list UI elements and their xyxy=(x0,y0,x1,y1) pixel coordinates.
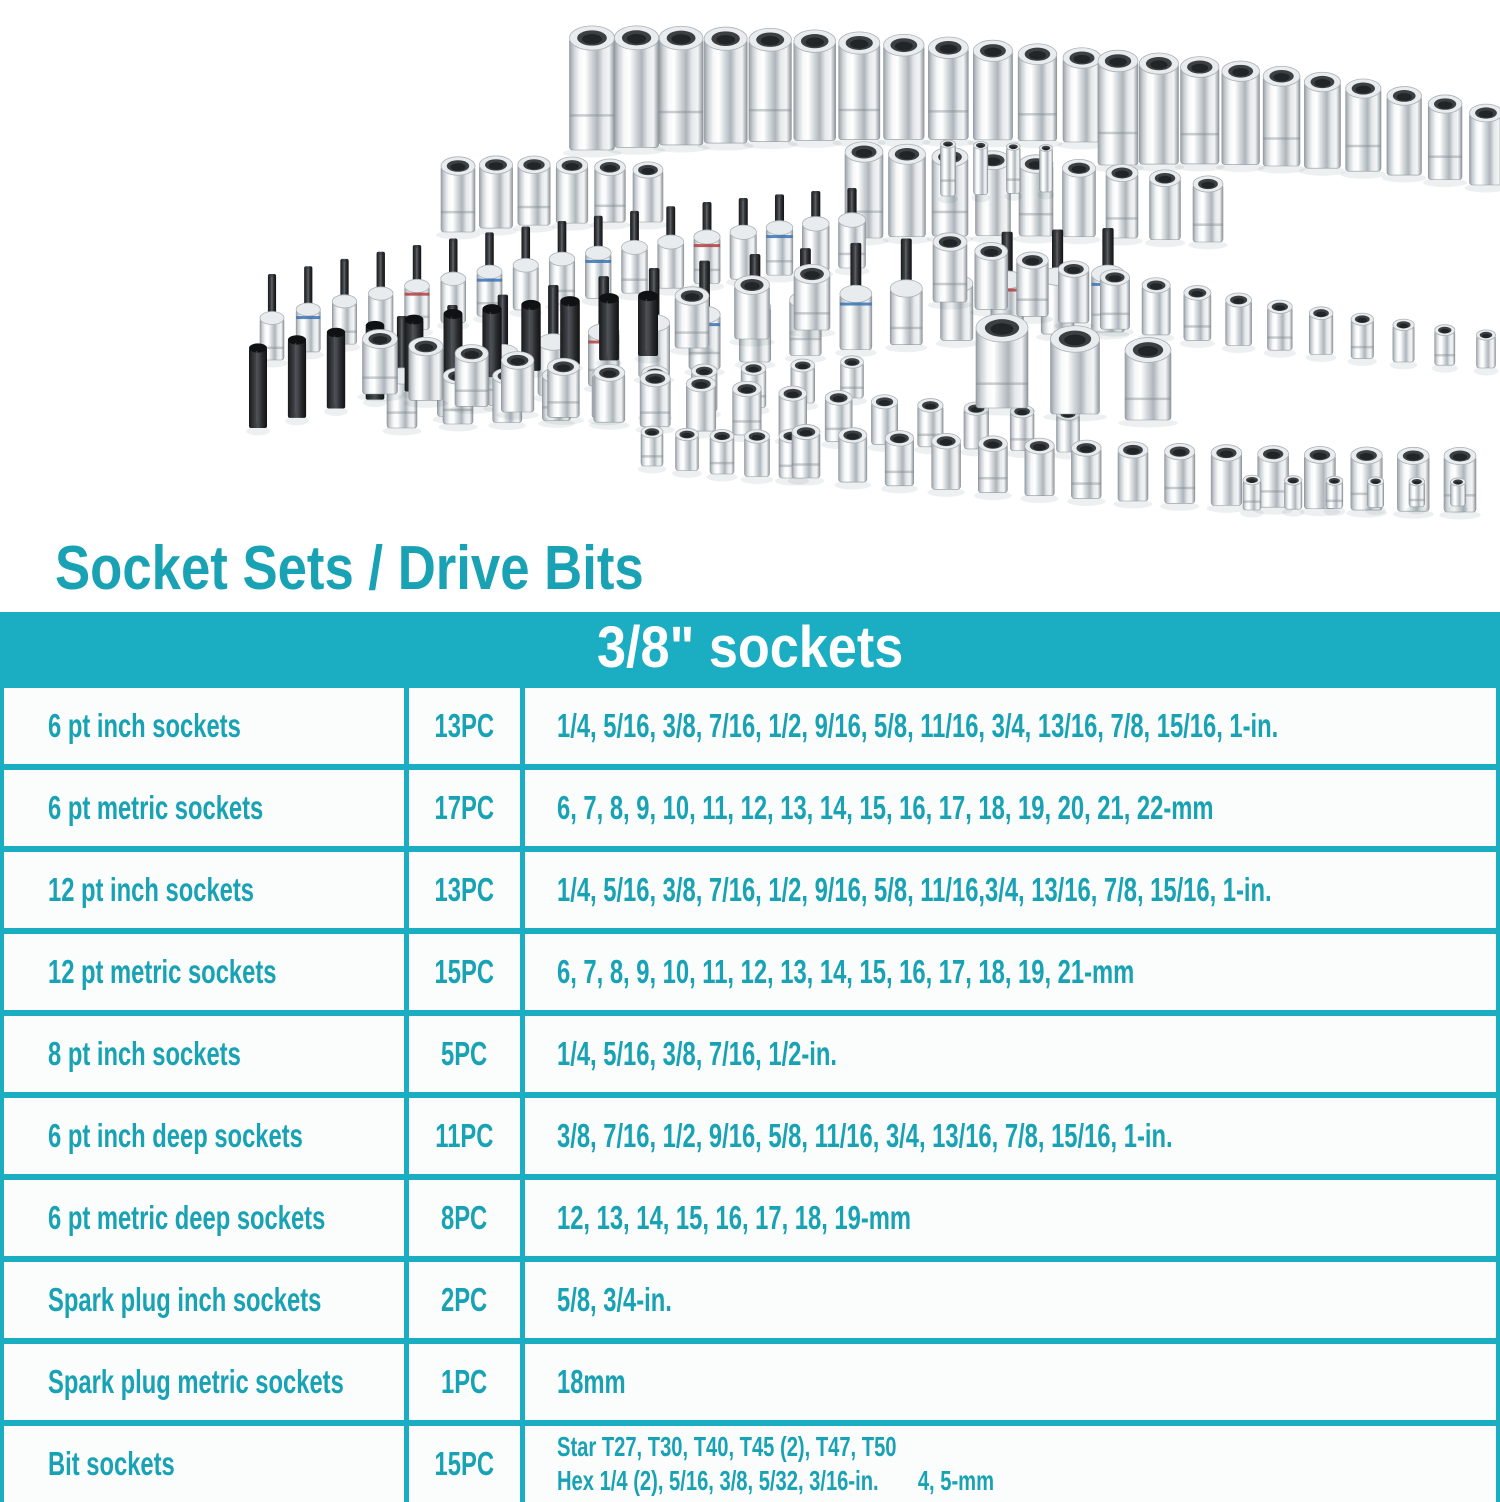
table-row xyxy=(4,1256,1496,1338)
table-row xyxy=(4,928,1496,1010)
table-row xyxy=(4,846,1496,928)
table-row xyxy=(4,1010,1496,1092)
row-label: 6 pt inch deep sockets xyxy=(4,1098,409,1174)
row-label: 12 pt metric sockets xyxy=(4,934,409,1010)
row-sizes: 1/4, 5/16, 3/8, 7/16, 1/2-in. xyxy=(525,1016,1496,1092)
row-piece-count: 17PC xyxy=(409,770,525,846)
row-piece-count: 8PC xyxy=(409,1180,525,1256)
row-piece-count: 5PC xyxy=(409,1016,525,1092)
product-photo xyxy=(0,0,1500,520)
row-sizes: 5/8, 3/4-in. xyxy=(525,1262,1496,1338)
row-piece-count: 1PC xyxy=(409,1344,525,1420)
row-sizes: 3/8, 7/16, 1/2, 9/16, 5/8, 11/16, 3/4, 13/16, 7/8, 15/16, 1-in. xyxy=(525,1098,1496,1174)
row-label: 6 pt metric sockets xyxy=(4,770,409,846)
row-label: Bit sockets xyxy=(4,1426,409,1502)
row-sizes: 1/4, 5/16, 3/8, 7/16, 1/2, 9/16, 5/8, 11/16,3/4, 13/16, 7/8, 15/16, 1-in. xyxy=(525,852,1496,928)
row-piece-count: 11PC xyxy=(409,1098,525,1174)
row-label: Spark plug metric sockets xyxy=(4,1344,409,1420)
row-sizes: 6, 7, 8, 9, 10, 11, 12, 13, 14, 15, 16, 17, 18, 19, 21-mm xyxy=(525,934,1496,1010)
row-piece-count: 15PC xyxy=(409,934,525,1010)
row-piece-count: 15PC xyxy=(409,1426,525,1502)
table-row xyxy=(4,764,1496,846)
row-label: 6 pt inch sockets xyxy=(4,688,409,764)
row-sizes: 6, 7, 8, 9, 10, 11, 12, 13, 14, 15, 16, 17, 18, 19, 20, 21, 22-mm xyxy=(525,770,1496,846)
row-piece-count: 13PC xyxy=(409,688,525,764)
spec-table-body xyxy=(4,682,1496,1502)
row-piece-count: 2PC xyxy=(409,1262,525,1338)
row-sizes: 18mm xyxy=(525,1344,1496,1420)
row-label: 6 pt metric deep sockets xyxy=(4,1180,409,1256)
row-sizes: 12, 13, 14, 15, 16, 17, 18, 19-mm xyxy=(525,1180,1496,1256)
socket-set-illustration xyxy=(0,0,1500,520)
row-piece-count: 13PC xyxy=(409,852,525,928)
table-row xyxy=(4,1420,1496,1502)
row-sizes: Star T27, T30, T40, T45 (2), T47, T50 Hex 1/4 (2), 5/16, 3/8, 5/32, 3/16-in. 4, 5-mm xyxy=(525,1426,1496,1502)
spec-table-header: 3/8" sockets xyxy=(4,612,1496,682)
spec-table xyxy=(0,612,1500,1502)
table-row xyxy=(4,1174,1496,1256)
table-row xyxy=(4,1092,1496,1174)
row-label: Spark plug inch sockets xyxy=(4,1262,409,1338)
table-row xyxy=(4,682,1496,764)
page-title: Socket Sets / Drive Bits xyxy=(0,520,1500,612)
row-label: 8 pt inch sockets xyxy=(4,1016,409,1092)
table-row xyxy=(4,1338,1496,1420)
row-sizes: 1/4, 5/16, 3/8, 7/16, 1/2, 9/16, 5/8, 11/16, 3/4, 13/16, 7/8, 15/16, 1-in. xyxy=(525,688,1496,764)
row-label: 12 pt inch sockets xyxy=(4,852,409,928)
